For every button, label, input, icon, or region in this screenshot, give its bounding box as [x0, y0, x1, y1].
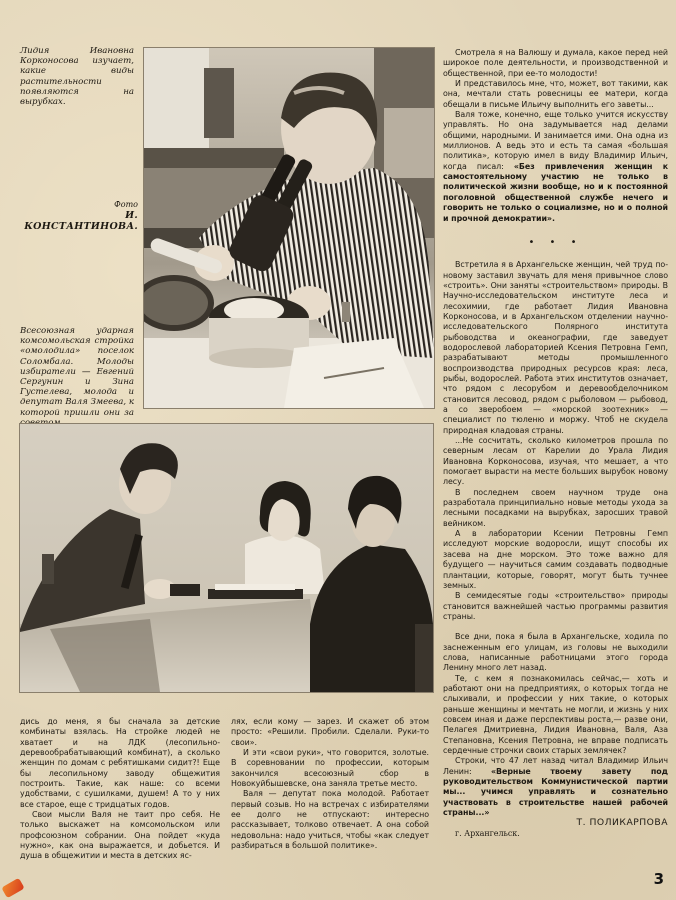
workers-letter-quote: «Верные твоему завету под руководительством Коммунистической партии мы... учимся управлять и сознательно участвовать в строительстве нашей рабочей страны...»	[443, 766, 668, 818]
photo-meeting	[19, 423, 434, 693]
paragraph: Те, с кем я познакомилась сейчас,— хоть и работают они на предприятиях, о которых тогда не слыхивали, и профессии у них такие, о которых раньше женщины и мечтать не могли, и жизнь у них совсем иная и даже перспективы роста,— разве они, Пелагея Дмитриевна, Лидия Ивановна, Валя, Аза Степановна, Ксения Петровна, не вправе подписать сердечные строчки своих старых землячек?	[443, 673, 668, 755]
article-bottom-left-column	[20, 717, 220, 862]
paragraph: Валя — депутат пока молодой. Работает первый созыв. Но на встречах с избирателями ее долго не отпускают: интересно рассказывает, толково отвечает. А она собой недовольна: надо учиться, чтобы «как следует разбираться в большой политике».	[231, 789, 429, 851]
paragraph: Свои мысли Валя не таит про себя. Не только выскажет на комсомольском или профсоюзном собрании. Она пойдет «куда нужно», как она выражается, и добьется. И душа в общежитии и места в детских яс-	[20, 810, 220, 861]
page-number: 3	[653, 870, 664, 888]
paragraph-with-quote	[443, 110, 668, 224]
photo-credit	[10, 200, 138, 232]
corner-tag-icon	[1, 878, 24, 898]
paragraph-text: Строки, что 47 лет назад читал Владимир Ильич Ленин:	[443, 756, 668, 776]
lenin-quote: «Без привлечения женщин к самостоятельному участию не только в политической жизни вообще, но и к постоянной поголовной общественной службе нечего и говорить не только о социализме, но и о полной и прочной демократии».	[443, 161, 669, 223]
paragraph-with-quote	[443, 756, 668, 818]
paragraph: Все дни, пока я была в Архангельске, ходила по заснеженным его улицам, из головы не выходили слова, написанные работницами этого города Ленину много лет назад.	[443, 632, 668, 673]
photo-meeting-illustration	[20, 424, 433, 692]
article-city: г. Архангельск.	[455, 828, 520, 838]
paragraph: лях, если кому — зарез. И скажет об этом просто: «Решили. Пробили. Сделали. Руки-то свои».	[231, 717, 429, 747]
paragraph: И эти «свои руки», что говорится, золотые. В соревновании по профессии, которым закончился всесоюзный сбор в Новокуйбышевске, она заняла третье место.	[231, 748, 429, 789]
paragraph: Смотрела я на Валюшу и думала, какое перед ней широкое поле деятельности, и производственной и общественной, при ее-то молодости!	[443, 48, 668, 78]
paragraph: И представилось мне, что, может, вот такими, как она, мечтали стать ровесницы ее матери, когда обещали в письме Ильичу выполнить его заветы...	[443, 79, 668, 109]
photo-credit-label: Фото	[114, 200, 138, 209]
paragraph: В семидесятые годы «строительство» природы становится важнейшей частью программы развития страны.	[443, 591, 668, 621]
section-separator: • • •	[528, 236, 583, 248]
article-right-column	[443, 48, 668, 839]
author-signature: Т. ПОЛИКАРПОВА	[576, 817, 668, 829]
paragraph: ...Не сосчитать, сколько километров прошла по северным лесам от Карелии до Урала Лидия Ивановна Корконосова, изучая, что мешает, а что помогает вырасти на месте больших вырубок новому лесу.	[443, 436, 668, 487]
photo-credit-name: И. КОНСТАНТИНОВА.	[24, 210, 138, 232]
paragraph-text: Валя тоже, конечно, еще только учится искусству управлять. Но она задумывается над делами общими, народными. И занимается ими. Она одна из миллионов. А ведь это и есть та самая «большая политика», которую имел в виду Владимир Ильич, когда писал:	[443, 110, 668, 171]
paragraph: А в лаборатории Ксении Петровны Гемп исследуют морские водоросли, ищут способы их засева на дне морском. Это тоже важно для будущего — научиться самим создавать подводные плантации, которые, говорят, могут быть тучнее земных.	[443, 529, 668, 590]
paragraph: В последнем своем научном труде она разработала принципиально новые методы ухода за лесными посадками на вырубках, заросших травой вейником.	[443, 487, 668, 528]
photo-microscope	[143, 47, 435, 409]
paragraph: Встретила я в Архангельске женщин, чей труд по-новому заставил звучать для меня привычное слово «строить». Они заняты «строительством» природы. В Научно-исследовательском институте леса и лесохимии, где работает Лидия Ивановна Корконосова, и в Архангельском отделении научно-исследовательского Полярного института рыбоводства и океанографии, где заведует водорослевой лабораторией Ксения Петровна Гемп, разрабатывают методы промышленного воспроизводства природных ресурсов края: леса, рыбы, водорослей. Работа этих институтов означает, что рядом с лесорубом и деревообделочником становится лесовод, рядом с рыболовом — рыбовод, а со зверобоем — «морской зоотехник» — специалист по тюленю и моржу. Чтоб не скудела природная кладовая страны.	[443, 260, 668, 435]
photo-microscope-illustration	[144, 48, 434, 408]
article-bottom-middle-column	[231, 717, 429, 851]
photo-bottom-caption: Всесоюзная ударная комсомольская стройка «омолодила» поселок Соломбала. Молоды избиратели — Евгений Сергунин и Зина Густелева, молода и депутат Валя Змеева, к которой пришли они за	[20, 326, 134, 418]
photo-top-caption: Лидия Ивановна Корконосова изучает, какие виды растительности появляются на вырубках.	[20, 46, 134, 108]
paragraph: дись до меня, я бы сначала за детские комбинаты взялась. На стройке людей не хватает и на ЛДК (лесопильно-деревообрабатывающий комбинат), а сколько женщин по домам с ребятишками сидит?! Еще бы лесопильному заводу общежития построить. Такие, как наше: со всеми удобствами, с сушилками, душем! А то у них все старое, еще с тридцатых годов.	[20, 717, 220, 809]
